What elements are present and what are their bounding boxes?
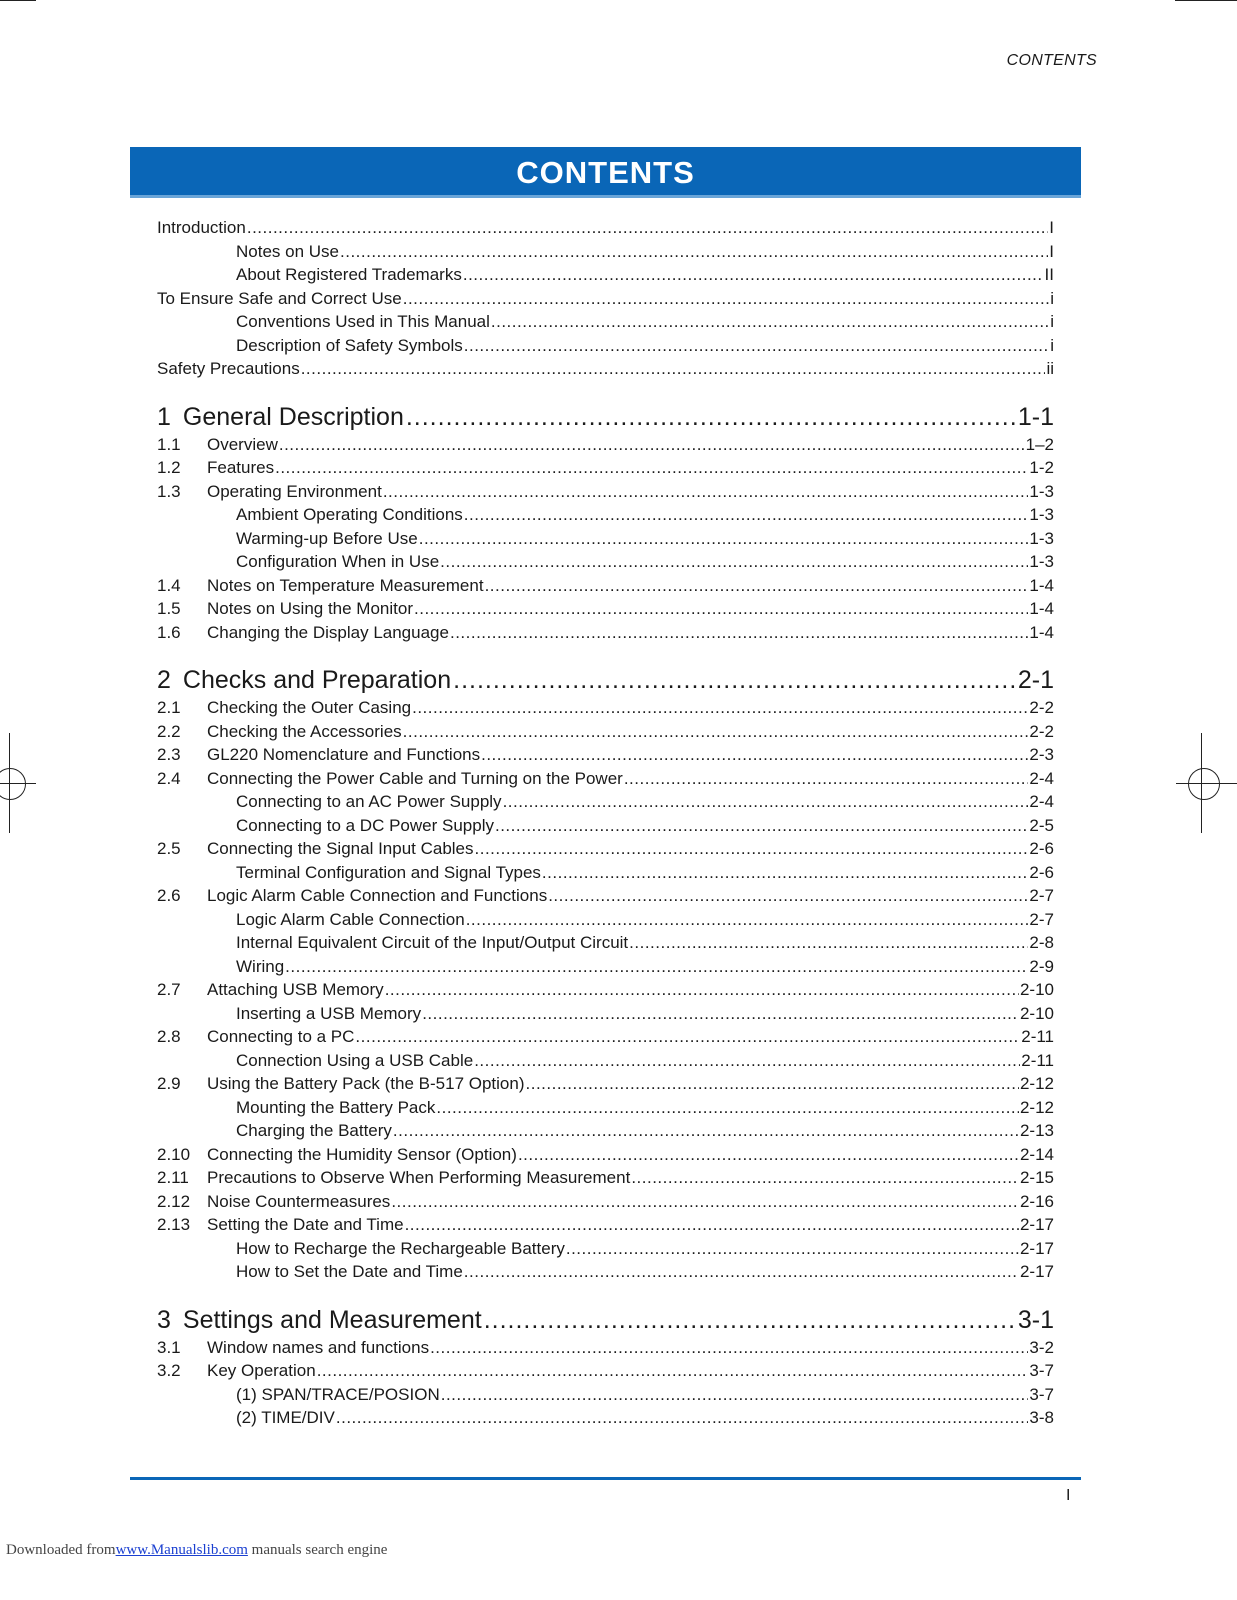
- toc-entry-label: To Ensure Safe and Correct Use: [157, 288, 402, 308]
- crop-mark-top-right: [1175, 0, 1237, 1]
- contents-title-banner: [130, 147, 1081, 195]
- toc-entry-label: Logic Alarm Cable Connection: [236, 909, 465, 929]
- chapter-heading[interactable]: [157, 1305, 1054, 1335]
- toc-entry[interactable]: [157, 696, 1054, 720]
- toc-entry[interactable]: [157, 1002, 1054, 1026]
- bottom-rule: [130, 1477, 1081, 1480]
- toc-entry-page: 2-7: [1029, 909, 1054, 929]
- dot-leader: [405, 1213, 1019, 1237]
- toc-entry[interactable]: [157, 1237, 1054, 1261]
- dot-leader: [391, 1190, 1019, 1214]
- toc-entry-label: About Registered Trademarks: [236, 265, 462, 284]
- toc-entry-label: (2) TIME/DIV: [236, 1408, 335, 1427]
- toc-entry-label: Warming-up Before Use: [236, 528, 418, 548]
- chapter-group: [157, 665, 1054, 1284]
- toc-entry-number: 2.3: [157, 745, 181, 764]
- toc-entry-page: 2-2: [1029, 698, 1054, 717]
- toc-entry[interactable]: [157, 527, 1054, 551]
- toc-entry[interactable]: [157, 240, 1054, 264]
- toc-entry-number: 2.1: [157, 698, 181, 717]
- toc-entry-label: Checking the Outer Casing: [207, 698, 412, 717]
- toc-entry-label: Safety Precautions: [157, 359, 300, 378]
- toc-entry-page: II: [1044, 265, 1054, 284]
- toc-entry-page: ii: [1046, 359, 1054, 378]
- crop-mark-top-left: [0, 0, 36, 1]
- dot-leader: [474, 1049, 1020, 1073]
- toc-entry-label: Using the Battery Pack (the B-517 Option): [207, 1074, 525, 1093]
- toc-entry-label: Features: [207, 458, 275, 477]
- toc-entry-label: Description of Safety Symbols: [236, 335, 463, 355]
- dot-leader: [385, 978, 1019, 1002]
- toc-entry-page: 2-12: [1019, 1074, 1054, 1093]
- toc-entry-label: Changing the Display Language: [207, 622, 449, 642]
- dot-leader: [629, 931, 1028, 955]
- toc-entry[interactable]: [157, 1406, 1054, 1430]
- chapter-page: 3-1: [1017, 1305, 1054, 1334]
- toc-entry[interactable]: [157, 767, 1054, 791]
- dot-leader: [481, 743, 1028, 767]
- toc-entry[interactable]: [157, 931, 1054, 955]
- toc-entry[interactable]: [157, 456, 1054, 480]
- toc-entry[interactable]: [157, 1213, 1054, 1237]
- toc-entry-label: Connecting the Humidity Sensor (Option): [207, 1144, 517, 1164]
- toc-entry-number: 2.12: [157, 1191, 191, 1211]
- toc-entry-page: i: [1050, 288, 1054, 308]
- toc-entry[interactable]: [157, 433, 1054, 457]
- table-of-contents: [157, 216, 1054, 1451]
- dot-leader: [542, 861, 1029, 885]
- toc-entry-page: 2-10: [1019, 1003, 1054, 1023]
- toc-entry[interactable]: [157, 357, 1054, 381]
- toc-entry-label: Window names and functions: [207, 1337, 430, 1357]
- toc-entry-page: 2-6: [1029, 862, 1054, 882]
- toc-entry-page: 2-5: [1029, 815, 1054, 835]
- toc-entry-label: Connecting the Power Cable and Turning on the Power: [207, 768, 623, 788]
- toc-entry-label: Terminal Configuration and Signal Types: [236, 862, 541, 882]
- toc-entry-label: Connecting to a DC Power Supply: [236, 815, 494, 835]
- toc-entry-page: 1-4: [1029, 575, 1054, 595]
- toc-entry-number: 3.2: [157, 1361, 181, 1380]
- toc-entry-label: Connecting to a PC: [207, 1027, 355, 1046]
- chapter-title: Checks and Preparation: [182, 666, 452, 694]
- dot-leader: [275, 456, 1028, 480]
- toc-entry[interactable]: [157, 1336, 1054, 1360]
- chapter-page: 1-1: [1017, 402, 1054, 431]
- toc-entry-number: 2.4: [157, 768, 181, 788]
- toc-entry-page: 2-8: [1029, 933, 1054, 952]
- dot-leader: [393, 1119, 1019, 1143]
- toc-entry-page: i: [1050, 312, 1054, 331]
- dot-leader: [526, 1072, 1019, 1096]
- toc-entry-number: 1.4: [157, 575, 181, 595]
- toc-entry-page: I: [1049, 241, 1054, 261]
- dot-leader: [285, 955, 1028, 979]
- page-title: CONTENTS: [516, 155, 695, 190]
- toc-entry-page: 2-17: [1019, 1215, 1054, 1234]
- toc-entry[interactable]: [157, 263, 1054, 287]
- toc-entry-label: Inserting a USB Memory: [236, 1003, 422, 1023]
- toc-entry[interactable]: [157, 978, 1054, 1002]
- chapter-list: [157, 402, 1054, 1430]
- toc-entry-label: Charging the Battery: [236, 1121, 392, 1140]
- dot-leader: [279, 433, 1025, 457]
- toc-entry-page: 2-13: [1019, 1121, 1054, 1140]
- footer-suffix: manuals search engine: [251, 1542, 388, 1558]
- registration-mark-right-circle: [1188, 768, 1220, 800]
- dot-leader: [464, 334, 1049, 358]
- toc-entry[interactable]: [157, 1143, 1054, 1167]
- toc-entry-number: 2.9: [157, 1074, 181, 1093]
- toc-entry-label: Ambient Operating Conditions: [236, 505, 463, 524]
- dot-leader: [631, 1166, 1019, 1190]
- dot-leader: [430, 1336, 1028, 1360]
- chapter-number: 2: [157, 666, 171, 694]
- dot-leader: [383, 480, 1029, 504]
- front-matter-list: [157, 216, 1054, 381]
- toc-entry-page: 2-16: [1019, 1191, 1054, 1211]
- toc-entry-page: 1-3: [1029, 481, 1054, 501]
- toc-entry[interactable]: [157, 1072, 1054, 1096]
- toc-entry-page: 1-4: [1029, 622, 1054, 642]
- chapter-group: [157, 1305, 1054, 1430]
- toc-entry-page: 1-3: [1029, 552, 1054, 571]
- toc-entry-label: Internal Equivalent Circuit of the Input/Output Circuit: [236, 933, 629, 952]
- toc-entry-label: Connecting to an AC Power Supply: [236, 792, 502, 811]
- toc-entry[interactable]: [157, 1359, 1054, 1383]
- toc-entry-page: 2-10: [1019, 980, 1054, 999]
- dot-leader: [463, 263, 1044, 287]
- toc-entry-number: 2.10: [157, 1144, 191, 1164]
- page-number: I: [1066, 1487, 1071, 1504]
- toc-entry[interactable]: [157, 1166, 1054, 1190]
- dot-leader: [317, 1359, 1029, 1383]
- toc-entry[interactable]: [157, 287, 1054, 311]
- toc-entry-page: 1–2: [1025, 434, 1054, 454]
- dot-leader: [419, 527, 1029, 551]
- toc-entry[interactable]: [157, 503, 1054, 527]
- dot-leader: [441, 1383, 1029, 1407]
- toc-entry[interactable]: [157, 743, 1054, 767]
- toc-entry[interactable]: [157, 908, 1054, 932]
- toc-entry[interactable]: [157, 790, 1054, 814]
- dot-leader: [440, 550, 1028, 574]
- toc-entry-page: 1-2: [1029, 458, 1054, 477]
- toc-entry[interactable]: [157, 884, 1054, 908]
- toc-entry-label: How to Set the Date and Time: [236, 1262, 463, 1281]
- dot-leader: [355, 1025, 1020, 1049]
- toc-entry-label: Noise Countermeasures: [207, 1191, 391, 1211]
- toc-entry-label: Precautions to Observe When Performing Measurement: [207, 1168, 631, 1187]
- dot-leader: [247, 216, 1048, 240]
- running-header: CONTENTS: [1006, 52, 1097, 69]
- dot-leader: [403, 287, 1049, 311]
- toc-entry-label: Checking the Accessories: [207, 721, 402, 741]
- toc-entry-number: 1.3: [157, 481, 181, 501]
- toc-entry-label: Notes on Temperature Measurement: [207, 575, 484, 595]
- toc-entry[interactable]: [157, 334, 1054, 358]
- toc-entry[interactable]: [157, 1260, 1054, 1284]
- toc-entry-page: 2-7: [1029, 886, 1054, 905]
- toc-entry-label: Connection Using a USB Cable: [236, 1050, 474, 1070]
- toc-entry-number: 2.5: [157, 839, 181, 858]
- toc-entry-number: 2.6: [157, 886, 181, 905]
- toc-entry-page: i: [1050, 335, 1054, 355]
- dot-leader: [336, 1406, 1029, 1430]
- dot-leader: [422, 1002, 1019, 1026]
- toc-entry-number: 1.1: [157, 434, 181, 454]
- toc-entry-label: Overview: [207, 434, 278, 454]
- toc-entry-number: 2.7: [157, 980, 181, 999]
- dot-leader: [464, 503, 1029, 527]
- toc-entry[interactable]: [157, 1119, 1054, 1143]
- toc-entry-page: 3-2: [1029, 1337, 1054, 1357]
- toc-entry-page: 3-7: [1029, 1361, 1054, 1380]
- toc-entry-page: 2-6: [1029, 839, 1054, 858]
- toc-entry-label: Key Operation: [207, 1361, 316, 1380]
- toc-entry-label: Configuration When in Use: [236, 552, 440, 571]
- toc-entry-number: 2.11: [157, 1168, 189, 1187]
- toc-entry-label: How to Recharge the Rechargeable Battery: [236, 1238, 565, 1258]
- chapter-number: 1: [157, 402, 171, 431]
- dot-leader: [624, 767, 1029, 791]
- toc-entry-page: 3-7: [1029, 1384, 1054, 1404]
- toc-entry-label: Operating Environment: [207, 481, 382, 501]
- toc-entry-number: 1.6: [157, 622, 181, 642]
- toc-entry-label: Notes on Use: [236, 241, 339, 261]
- dot-leader: [453, 665, 1016, 695]
- dot-leader: [340, 240, 1048, 264]
- chapter-heading[interactable]: [157, 402, 1054, 432]
- dot-leader: [436, 1096, 1019, 1120]
- toc-entry-number: 3.1: [157, 1337, 181, 1357]
- dot-leader: [301, 357, 1046, 381]
- dot-leader: [406, 402, 1016, 432]
- footer-prefix: Downloaded from: [6, 1542, 116, 1558]
- dot-leader: [503, 790, 1029, 814]
- toc-entry-page: 2-17: [1019, 1262, 1054, 1281]
- manualslib-link[interactable]: www.Manualslib.com: [115, 1542, 248, 1558]
- toc-entry-label: GL220 Nomenclature and Functions: [207, 745, 481, 764]
- toc-entry-page: 2-11: [1021, 1050, 1054, 1070]
- toc-entry-label: Logic Alarm Cable Connection and Functions: [207, 886, 548, 905]
- toc-entry-page: 2-4: [1029, 768, 1054, 788]
- dot-leader: [403, 720, 1029, 744]
- toc-entry[interactable]: [157, 955, 1054, 979]
- toc-entry-page: 3-8: [1029, 1408, 1054, 1427]
- dot-leader: [464, 1260, 1019, 1284]
- toc-entry[interactable]: [157, 1383, 1054, 1407]
- registration-mark-left-circle: [0, 768, 26, 800]
- toc-entry-number: 2.8: [157, 1027, 181, 1046]
- toc-entry[interactable]: [157, 621, 1054, 645]
- toc-entry[interactable]: [157, 814, 1054, 838]
- dot-leader: [484, 1305, 1016, 1335]
- chapter-heading[interactable]: [157, 665, 1054, 695]
- toc-entry-page: 2-11: [1021, 1027, 1054, 1046]
- toc-entry-page: 2-3: [1029, 745, 1054, 764]
- toc-entry[interactable]: [157, 480, 1054, 504]
- toc-entry-page: 2-14: [1019, 1144, 1054, 1164]
- toc-entry-label: Introduction: [157, 218, 246, 237]
- toc-entry-page: 2-15: [1019, 1168, 1054, 1187]
- toc-entry-number: 2.2: [157, 721, 181, 741]
- toc-entry[interactable]: [157, 1049, 1054, 1073]
- dot-leader: [485, 574, 1029, 598]
- chapter-number: 3: [157, 1305, 171, 1334]
- dot-leader: [475, 837, 1029, 861]
- toc-entry[interactable]: [157, 216, 1054, 240]
- toc-entry-number: 1.5: [157, 599, 181, 618]
- toc-entry-page: 2-17: [1019, 1238, 1054, 1258]
- toc-entry-number: 1.2: [157, 458, 181, 477]
- toc-entry[interactable]: [157, 837, 1054, 861]
- toc-entry[interactable]: [157, 720, 1054, 744]
- toc-entry-label: Conventions Used in This Manual: [236, 312, 490, 331]
- toc-entry-page: 1-4: [1029, 599, 1054, 618]
- toc-entry-page: 2-2: [1029, 721, 1054, 741]
- dot-leader: [566, 1237, 1019, 1261]
- toc-entry-label: Notes on Using the Monitor: [207, 599, 413, 618]
- dot-leader: [491, 310, 1049, 334]
- toc-entry-page: 2-12: [1019, 1097, 1054, 1117]
- dot-leader: [518, 1143, 1019, 1167]
- toc-entry[interactable]: [157, 1190, 1054, 1214]
- toc-entry-label: Mounting the Battery Pack: [236, 1097, 436, 1117]
- toc-entry-label: Wiring: [236, 956, 285, 976]
- dot-leader: [450, 621, 1028, 645]
- toc-entry-label: (1) SPAN/TRACE/POSION: [236, 1384, 440, 1404]
- toc-entry-page: I: [1049, 218, 1054, 237]
- toc-entry-page: 2-4: [1029, 792, 1054, 811]
- dot-leader: [414, 597, 1028, 621]
- dot-leader: [412, 696, 1028, 720]
- dot-leader: [495, 814, 1028, 838]
- chapter-title: Settings and Measurement: [182, 1305, 482, 1334]
- toc-entry-page: 2-9: [1029, 956, 1054, 976]
- dot-leader: [548, 884, 1028, 908]
- chapter-title: General Description: [182, 402, 404, 431]
- toc-entry-label: Setting the Date and Time: [207, 1215, 404, 1234]
- toc-entry-number: 2.13: [157, 1215, 191, 1234]
- dot-leader: [466, 908, 1029, 932]
- toc-entry-label: Connecting the Signal Input Cables: [207, 839, 474, 858]
- chapter-page: 2-1: [1017, 666, 1054, 694]
- toc-entry-page: 1-3: [1029, 528, 1054, 548]
- toc-entry-label: Attaching USB Memory: [207, 980, 384, 999]
- download-footer: [6, 1542, 387, 1559]
- toc-entry[interactable]: [157, 574, 1054, 598]
- toc-entry[interactable]: [157, 1025, 1054, 1049]
- toc-entry[interactable]: [157, 1096, 1054, 1120]
- toc-entry-page: 1-3: [1029, 505, 1054, 524]
- toc-entry[interactable]: [157, 310, 1054, 334]
- toc-entry[interactable]: [157, 550, 1054, 574]
- chapter-group: [157, 402, 1054, 645]
- toc-entry[interactable]: [157, 597, 1054, 621]
- toc-entry[interactable]: [157, 861, 1054, 885]
